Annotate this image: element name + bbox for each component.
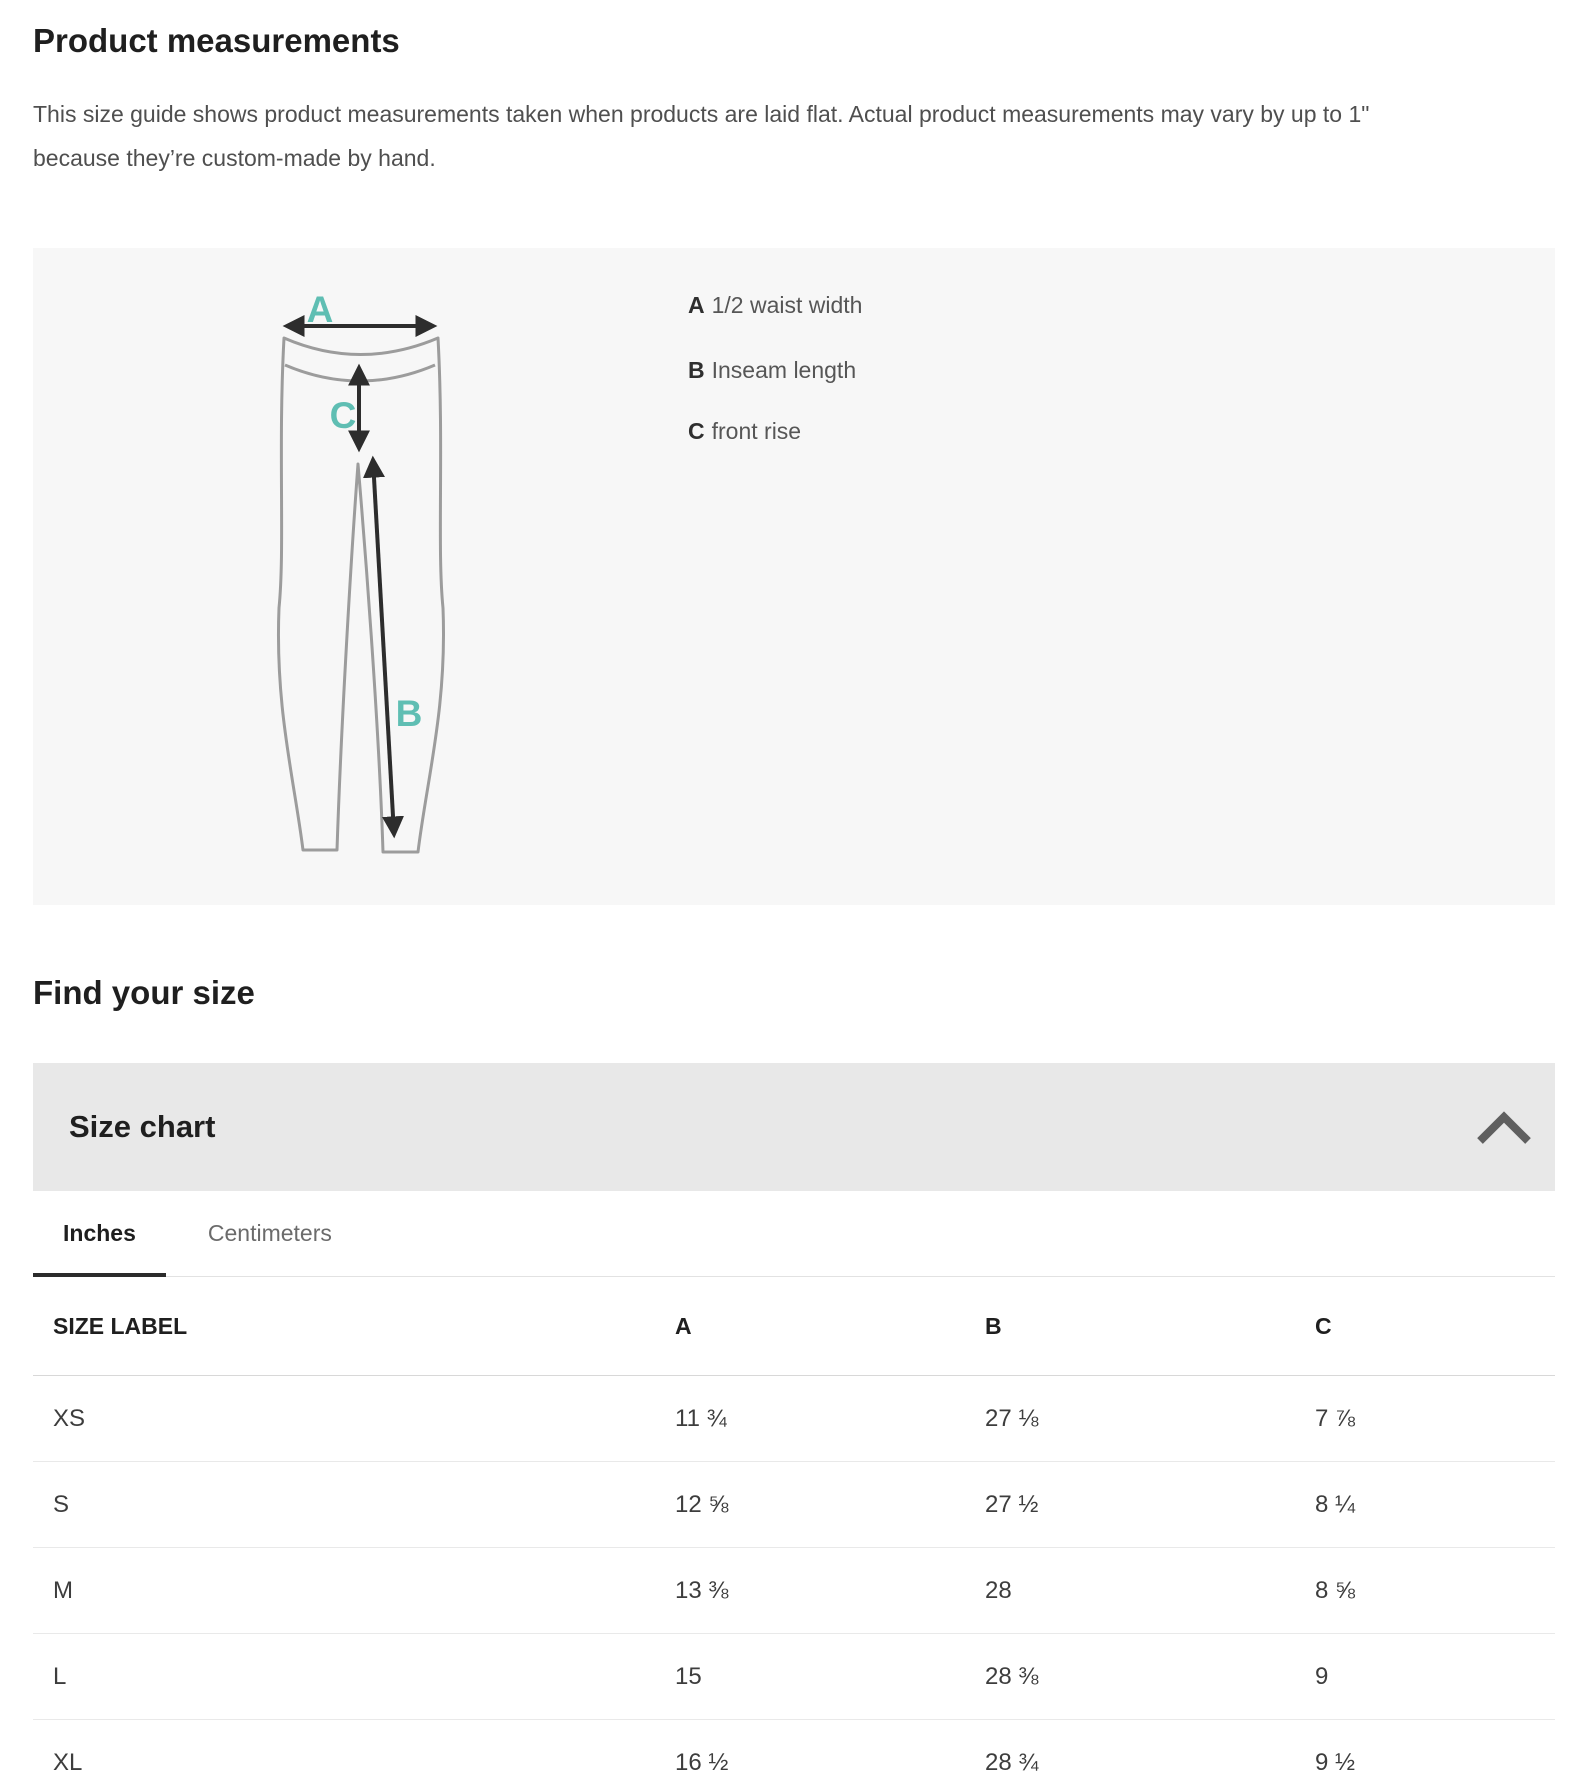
legend-text-b: Inseam length bbox=[711, 357, 857, 383]
value-c-cell: 8 ¼ bbox=[1315, 1490, 1356, 1518]
legend-letter-a: A bbox=[688, 292, 705, 318]
value-a-cell: 15 bbox=[675, 1662, 702, 1690]
diagram-label-b: B bbox=[395, 693, 423, 734]
size-chart-toggle[interactable] bbox=[33, 1063, 1555, 1191]
size-guide-description: This size guide shows product measurements taken when products are laid flat. Actual product measurements may vary by up to 1" because they’re custom-made by hand. bbox=[33, 101, 1370, 171]
size-label-cell: XL bbox=[53, 1748, 83, 1776]
size-label-cell: XS bbox=[53, 1404, 86, 1432]
value-a-cell: 13 ⅜ bbox=[675, 1576, 729, 1604]
table-row bbox=[33, 1376, 1555, 1462]
value-b-cell: 28 ⅜ bbox=[985, 1662, 1039, 1690]
table-row bbox=[33, 1634, 1555, 1720]
col-header-size-label: SIZE LABEL bbox=[53, 1312, 188, 1339]
value-b-cell: 27 ½ bbox=[985, 1490, 1039, 1518]
col-header-c: C bbox=[1315, 1312, 1332, 1339]
size-label-cell: L bbox=[53, 1662, 67, 1690]
measurement-diagram-panel bbox=[33, 248, 1555, 905]
tab-inches[interactable]: Inches bbox=[33, 1191, 166, 1276]
value-a-cell: 11 ¾ bbox=[675, 1404, 727, 1432]
diagram-label-c: C bbox=[329, 395, 357, 436]
legend-item-b bbox=[688, 357, 856, 384]
legend-item-c bbox=[688, 418, 801, 445]
value-c-cell: 7 ⅞ bbox=[1315, 1404, 1356, 1432]
diagram-label-a: A bbox=[306, 289, 334, 330]
size-chart-table bbox=[33, 1277, 1555, 1785]
page-title: Product measurements bbox=[33, 22, 400, 59]
size-label-cell: S bbox=[53, 1490, 70, 1518]
unit-tabs bbox=[33, 1191, 1555, 1277]
size-chart-title: Size chart bbox=[69, 1109, 216, 1144]
col-header-b: B bbox=[985, 1312, 1002, 1339]
legend-letter-c: C bbox=[688, 418, 705, 444]
table-header-row bbox=[33, 1277, 1555, 1376]
legend-letter-b: B bbox=[688, 357, 705, 383]
value-b-cell: 28 bbox=[985, 1576, 1012, 1604]
leggings-diagram bbox=[33, 248, 1555, 905]
legend-text-c: front rise bbox=[711, 418, 802, 444]
value-b-cell: 28 ¾ bbox=[985, 1748, 1039, 1776]
value-c-cell: 9 ½ bbox=[1315, 1748, 1356, 1776]
measure-arrow-b bbox=[373, 460, 394, 834]
table-row bbox=[33, 1720, 1555, 1785]
value-a-cell: 16 ½ bbox=[675, 1748, 729, 1776]
legend-item-a bbox=[688, 292, 862, 319]
table-row bbox=[33, 1548, 1555, 1634]
legend-text-a: 1/2 waist width bbox=[711, 292, 863, 318]
value-c-cell: 8 ⅝ bbox=[1315, 1576, 1356, 1604]
value-c-cell: 9 bbox=[1315, 1662, 1329, 1690]
value-b-cell: 27 ⅛ bbox=[985, 1404, 1039, 1432]
tab-centimeters[interactable]: Centimeters bbox=[207, 1220, 332, 1246]
table-row bbox=[33, 1462, 1555, 1548]
find-your-size-title: Find your size bbox=[33, 974, 255, 1011]
value-a-cell: 12 ⅝ bbox=[675, 1490, 729, 1518]
col-header-a: A bbox=[675, 1312, 692, 1339]
size-label-cell: M bbox=[53, 1576, 73, 1604]
chevron-up-icon[interactable] bbox=[1475, 1108, 1533, 1146]
